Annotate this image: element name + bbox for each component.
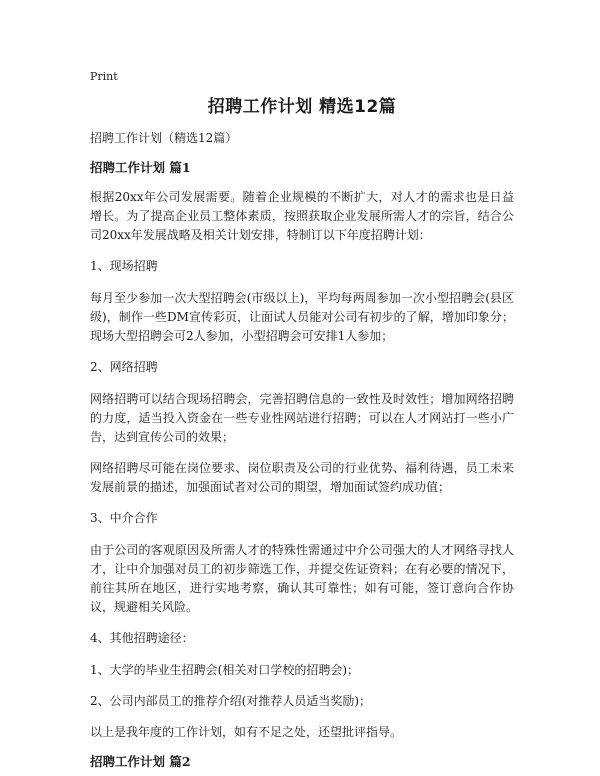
item-heading-online-recruitment: 2、网络招聘 xyxy=(90,360,158,374)
paragraph-online-recruitment-2: 网络招聘尽可能在岗位要求、岗位职责及公司的行业优势、福利待遇，员工未来发展前景的描述，加强面试者对公司的期望，增加面试签约成功值； xyxy=(90,461,514,494)
paragraph-agency-cooperation: 由于公司的客观原因及所需人才的特殊性需通过中介公司强大的人才网络寻找人才，让中介加强对员工的初步筛选工作，并提交佐证资料；在有必要的情况下，前往其所在地区，进行实地考察，确认其可靠性；如有可能，签订意向合作协议，规避相关风险。 xyxy=(90,543,514,614)
item-heading-agency-cooperation: 3、中介合作 xyxy=(90,511,158,525)
print-label[interactable]: Print xyxy=(90,70,118,83)
paragraph-onsite-recruitment: 每月至少参加一次大型招聘会(市级以上)，平均每两周参加一次小型招聘会(县区级)，制作一些DM宣传彩页，让面试人员能对公司有初步的了解，增加印象分；现场大型招聘会可2人参加，小型招聘会可安排1人参加； xyxy=(90,291,514,343)
item-heading-other-channels: 4、其他招聘途径： xyxy=(90,631,194,645)
item-heading-onsite-recruitment: 1、现场招聘 xyxy=(90,259,158,273)
list-item-graduate-fairs: 1、大学的毕业生招聘会(相关对口学校的招聘会)； xyxy=(90,663,359,677)
paragraph-closing: 以上是我年度的工作计划，如有不足之处，还望批评指导。 xyxy=(90,725,403,739)
document-subtitle: 招聘工作计划（精选12篇） xyxy=(90,131,238,145)
list-item-internal-referral: 2、公司内部员工的推荐介绍(对推荐人员适当奖励)； xyxy=(90,694,372,708)
paragraph-online-recruitment-1: 网络招聘可以结合现场招聘会，完善招聘信息的一致性及时效性；增加网络招聘的力度，适当投入资金在一些专业性网站进行招聘；可以在人才网站打一些小广告，达到宣传公司的效果； xyxy=(90,392,514,444)
section-heading-1: 招聘工作计划 篇1 xyxy=(90,160,191,175)
paragraph-intro: 根据20xx年公司发展需要。随着企业规模的不断扩大，对人才的需求也是日益增长。为了提高企业员工整体素质，按照获取企业发展所需人才的宗旨，结合公司20xx年发展战略及相关计划安排，特制订以下年度招聘计划： xyxy=(90,190,514,242)
section-heading-2: 招聘工作计划 篇2 xyxy=(90,754,191,769)
page-title: 招聘工作计划 精选12篇 xyxy=(207,97,397,117)
